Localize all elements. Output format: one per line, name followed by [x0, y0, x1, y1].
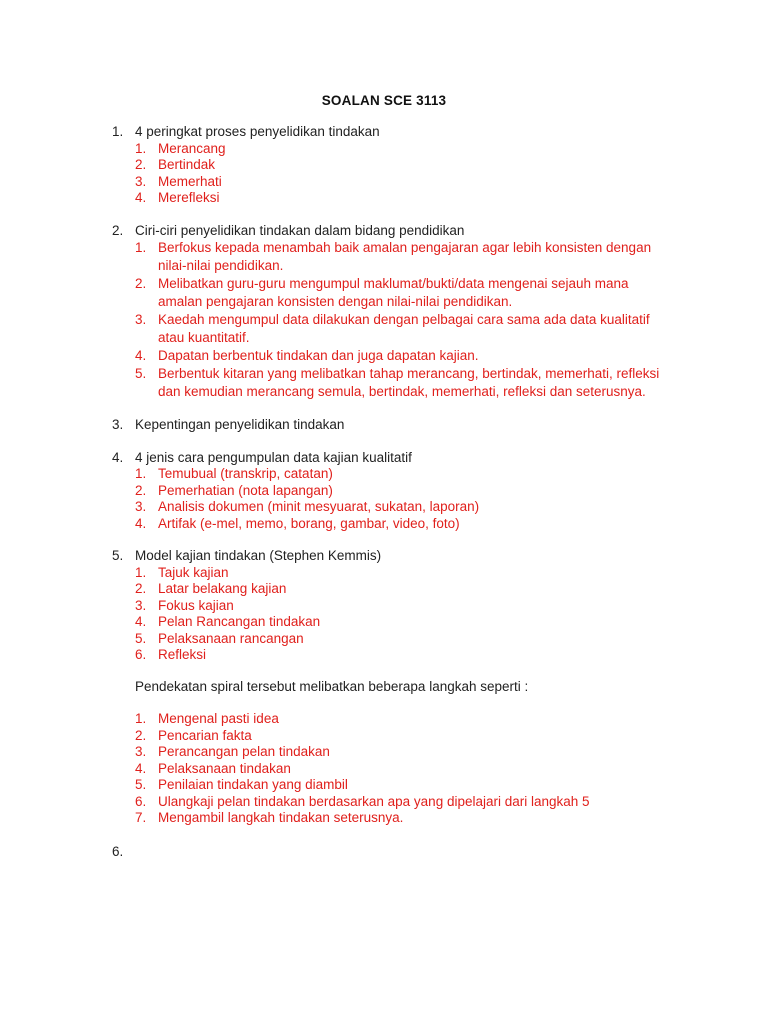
list-item: 4. Pelaksanaan tindakan: [135, 760, 291, 776]
list-item: 3. Kaedah mengumpul data dilakukan dengan pelbagai cara sama ada data kualitatif atau kuantitatif.: [135, 312, 650, 345]
question-text: 4 peringkat proses penyelidikan tindakan: [135, 124, 380, 139]
list-item: 3. Fokus kajian: [135, 597, 234, 613]
document-body: [112, 124, 672, 859]
spiral-steps-list: [112, 711, 672, 827]
question-3: [112, 417, 672, 434]
question-number: 1.: [112, 124, 124, 139]
document-title: SOALAN SCE 3113: [321, 93, 447, 108]
list-item: 2. Pemerhatian (nota lapangan): [135, 482, 333, 498]
question-text: Kepentingan penyelidikan tindakan: [135, 417, 345, 432]
paragraph-text: Pendekatan spiral tersebut melibatkan beberapa langkah seperti :: [135, 678, 529, 694]
question-number: 6.: [112, 843, 124, 859]
list-item: 2. Pencarian fakta: [135, 727, 252, 743]
question-1: [112, 124, 672, 141]
answer-list-4: [112, 466, 672, 532]
list-item: 4. Pelan Rancangan tindakan: [135, 614, 321, 629]
question-number: 2.: [112, 222, 124, 238]
question-number: 3.: [112, 417, 124, 432]
question-number: 5.: [112, 548, 124, 563]
list-item: 5. Pelaksanaan rancangan: [135, 630, 304, 646]
answer-list-2: [112, 239, 672, 401]
list-item: 1. Merancang: [135, 140, 226, 156]
list-item: 1. Mengenal pasti idea: [135, 711, 279, 726]
question-5: [112, 548, 672, 565]
question-text: Ciri-ciri penyelidikan tindakan dalam bidang pendidikan: [135, 222, 465, 238]
spiral-intro: [112, 679, 672, 696]
question-number: 4.: [112, 449, 124, 465]
list-item: 5. Penilaian tindakan yang diambil: [135, 777, 348, 792]
list-item: 1. Temubual (transkrip, catatan): [135, 466, 333, 481]
answer-list-1: [112, 141, 672, 207]
list-item: 4. Merefleksi: [135, 190, 220, 205]
list-item: 2. Bertindak: [135, 157, 216, 172]
list-item: 6. Ulangkaji pelan tindakan berdasarkan apa yang dipelajari dari langkah 5: [135, 793, 590, 809]
list-item: 4. Artifak (e-mel, memo, borang, gambar, video, foto): [135, 515, 460, 531]
list-item: 2. Latar belakang kajian: [135, 581, 287, 596]
answer-list-5: [112, 565, 672, 664]
list-item: 3. Memerhati: [135, 173, 222, 189]
question-2: [112, 223, 672, 240]
question-text: 4 jenis cara pengumpulan data kajian kualitatif: [135, 449, 412, 465]
list-item: 3. Analisis dokumen (minit mesyuarat, sukatan, laporan): [135, 499, 480, 514]
question-text: Model kajian tindakan (Stephen Kemmis): [135, 548, 382, 563]
list-item: 5. Berbentuk kitaran yang melibatkan tahap merancang, bertindak, memerhati, refleksi dan kemudian merancang semula, bertindak, memerhati, refleksi dan seterusnya.: [135, 366, 660, 399]
list-item: 1. Berfokus kepada menambah baik amalan pengajaran agar lebih konsisten dengan nilai-nilai pendidikan.: [135, 240, 652, 273]
list-item: 2. Melibatkan guru-guru mengumpul maklumat/bukti/data mengenai sejauh mana amalan pengajaran konsisten dengan nilai-nilai pendidikan.: [135, 276, 629, 309]
question-4: [112, 450, 672, 467]
list-item: 7. Mengambil langkah tindakan seterusnya.: [135, 810, 404, 825]
list-item: 1. Tajuk kajian: [135, 564, 229, 580]
list-item: 3. Perancangan pelan tindakan: [135, 744, 330, 759]
list-item: 4. Dapatan berbentuk tindakan dan juga dapatan kajian.: [135, 348, 479, 363]
list-item: 6. Refleksi: [135, 647, 207, 662]
